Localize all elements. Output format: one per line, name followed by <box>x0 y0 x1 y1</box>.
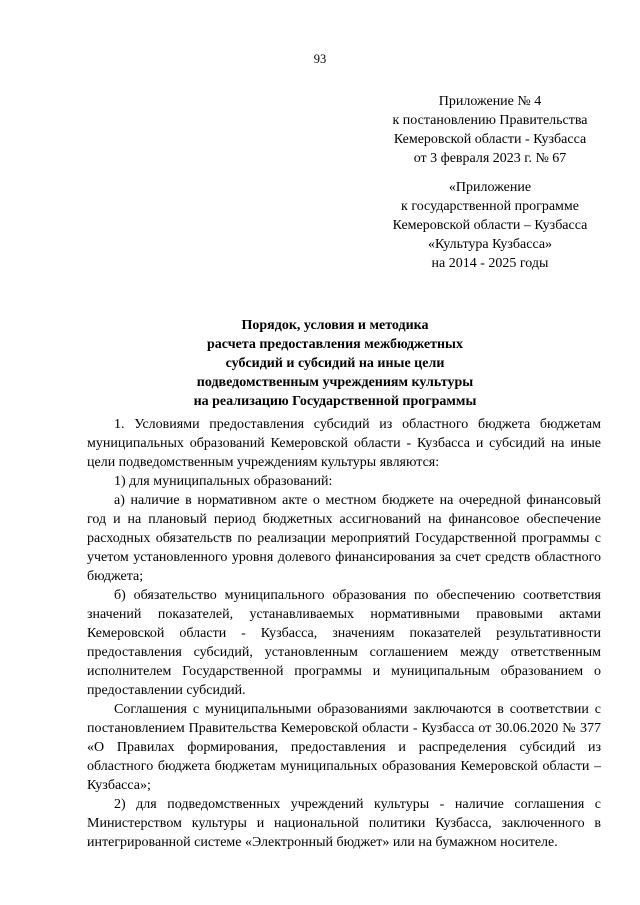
program-appendix-line: «Культура Кузбасса» <box>427 237 553 252</box>
document-title <box>120 316 550 411</box>
paragraph-conditions: 1. Условиями предоставления субсидий из областного бюджета бюджетам муниципальных образований Кемеровской области - Кузбасса и субсидий на иные цели подведомственным учреждениям культуры являются: <box>87 417 601 470</box>
title-line: Порядок, условия и методика <box>241 318 429 333</box>
program-appendix-line: «Приложение <box>448 180 532 195</box>
program-appendix-header <box>360 178 620 273</box>
title-line: подведомственным учреждениям культуры <box>196 375 474 390</box>
appendix-line: от 3 февраля 2023 г. № 67 <box>413 151 567 166</box>
program-appendix-line: Кемеровской области – Кузбасса <box>392 218 588 233</box>
appendix-line: к постановлению Правительства <box>392 113 588 128</box>
paragraph-institutions: 2) для подведомственных учреждений культуры - наличие соглашения с Министерством культуры и национальной политики Кузбасса, заключенного в интегрированной системе «Электронный бюджет» или на бумажном носителе. <box>87 797 601 850</box>
program-appendix-line: к государственной программе <box>401 199 579 214</box>
appendix-line: Кемеровской области - Кузбасса <box>393 132 587 147</box>
paragraph-item-a: а) наличие в нормативном акте о местном бюджете на очередной финансовый год и на плановый период бюджетных ассигнований на финансовое обеспечение расходных обязательств по реализации мероприятий Государственной программы с учетом установленного уровня долевого финансирования за счет средств областного бюджета; <box>87 493 601 584</box>
program-appendix-line: на 2014 - 2025 годы <box>431 256 549 271</box>
appendix-header <box>360 92 620 168</box>
title-line: субсидий и субсидий на иные цели <box>225 356 445 371</box>
paragraph-agreements: Соглашения с муниципальными образованиями заключаются в соответствии с постановлением Правительства Кемеровской области - Кузбасса от 30.06.2020 № 377 «О Правилах формирования, предоставления и распределения субсидий из областного бюджета бюджетам муниципальных образования Кемеровской области – Кузбасса»; <box>87 702 601 793</box>
paragraph-item-b: б) обязательство муниципального образования по обеспечению соответствия значений показателей, устанавливаемых нормативными правовыми актами Кемеровской области - Кузбасса, значениям показателей результативности предоставления субсидий, установленным соглашением между ответственным исполнителем Государственной программы и муниципальным образованием о предоставлении субсидий. <box>87 588 601 698</box>
title-line: расчета предоставления межбюджетных <box>206 337 463 352</box>
document-body <box>87 415 601 852</box>
page-number: 93 <box>313 52 327 66</box>
title-line: на реализацию Государственной программы <box>193 394 477 409</box>
appendix-line: Приложение № 4 <box>438 94 542 109</box>
paragraph-municipal: 1) для муниципальных образований: <box>114 474 333 489</box>
